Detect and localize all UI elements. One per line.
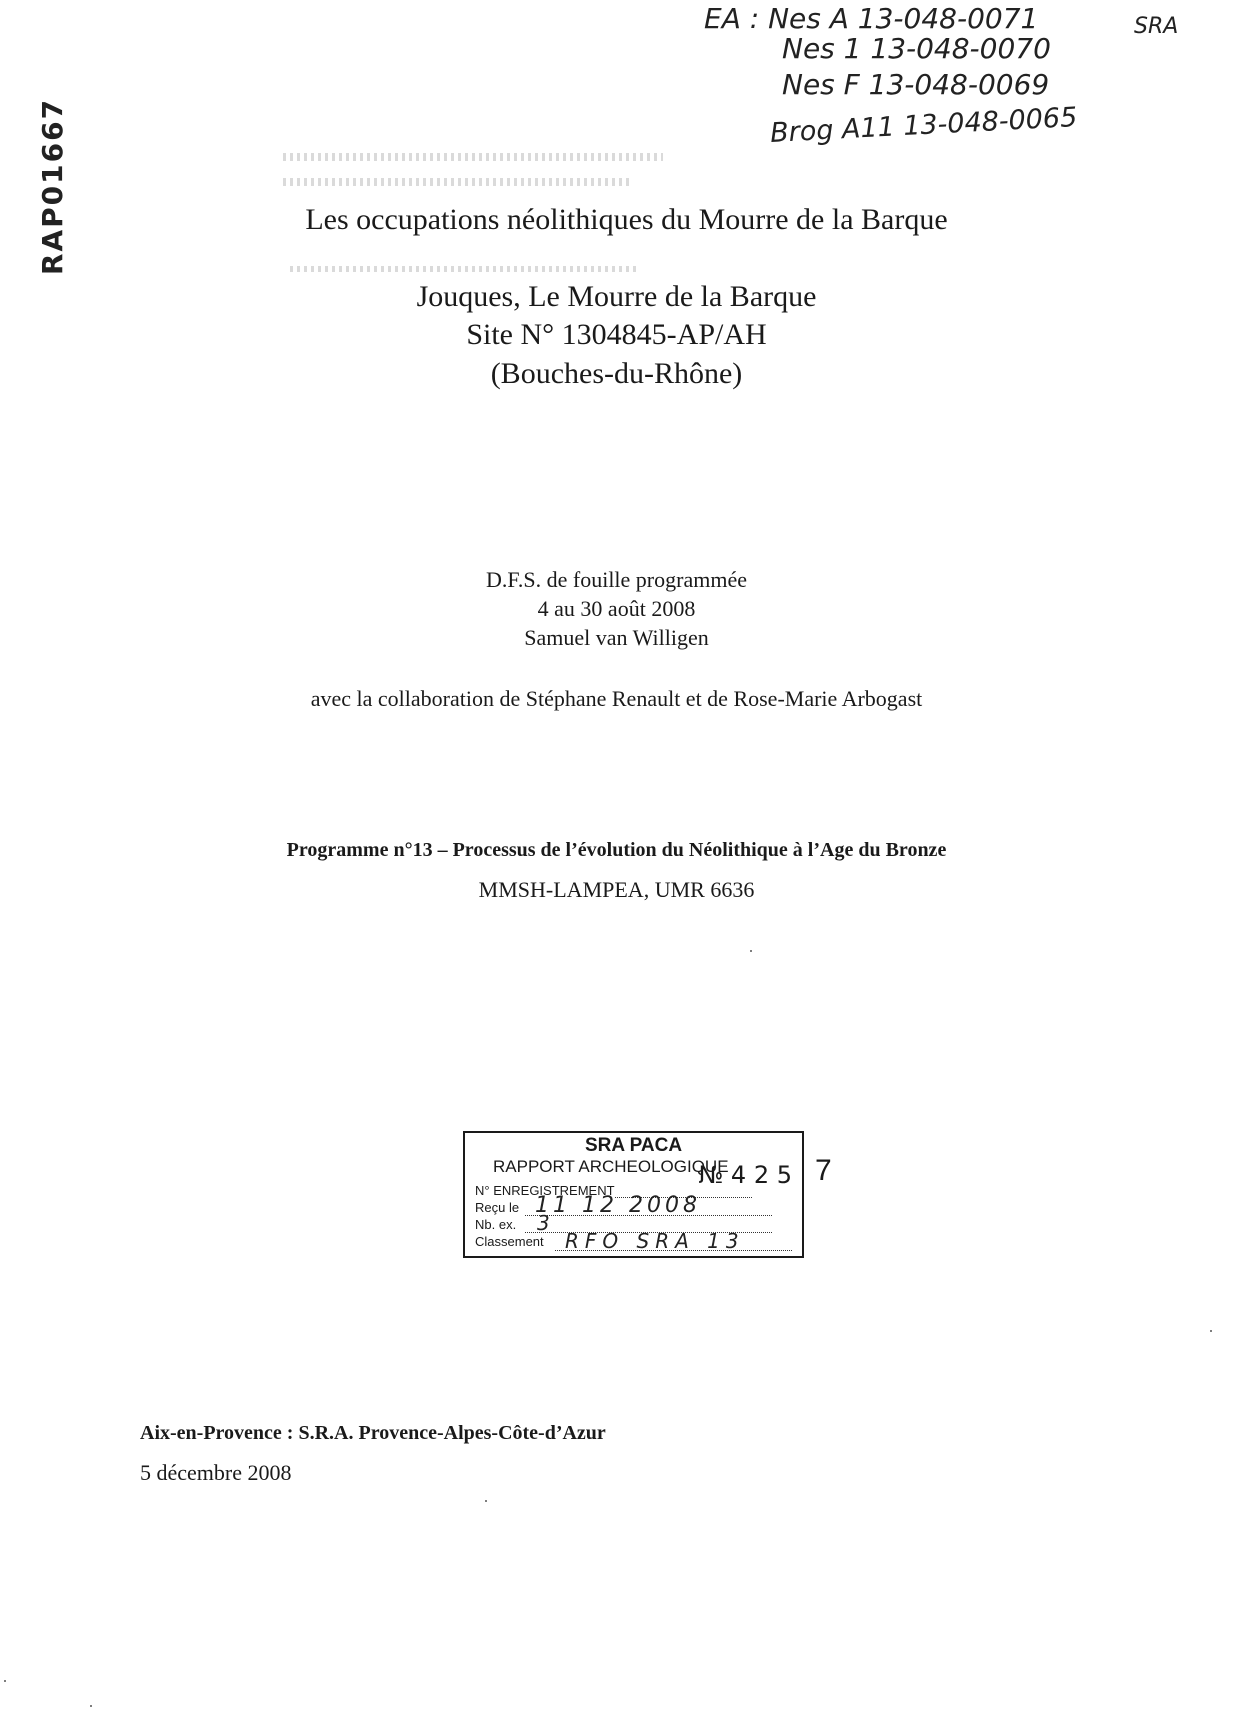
site-line-3: (Bouches-du-Rhône) <box>490 357 743 390</box>
stamp-classification-value: RFO SRA 13 <box>565 1229 745 1253</box>
stamp-extra-digit: 7 <box>815 1154 832 1187</box>
stamp-number: № 4 2 5 <box>698 1161 792 1189</box>
scan-smudge <box>283 153 663 161</box>
registration-stamp <box>463 1131 804 1258</box>
report-type: D.F.S. de fouille programmée <box>486 567 747 592</box>
stamp-copies-value: 3 <box>537 1211 550 1235</box>
stamp-field-classification: Classement <box>475 1234 544 1249</box>
scan-smudge <box>283 178 633 186</box>
scan-speck <box>1210 1330 1212 1332</box>
footer-date: 5 décembre 2008 <box>140 1460 292 1485</box>
stamp-header: SRA PACA <box>584 1135 683 1156</box>
archive-code: RAP01667 <box>36 97 70 276</box>
programme-title: Programme n°13 – Processus de l’évolution du Néolithique à l’Age du Bronze <box>286 839 947 861</box>
programme-lab: MMSH-LAMPEA, UMR 6636 <box>478 877 755 902</box>
scan-speck <box>90 1705 92 1707</box>
handwritten-note-3: Nes F 13-048-0069 <box>782 68 1050 101</box>
handwritten-note-2: Nes 1 13-048-0070 <box>782 32 1051 65</box>
stamp-field-copies: Nb. ex. <box>475 1217 517 1232</box>
scan-speck <box>750 950 752 952</box>
stamp-underline <box>555 1250 792 1251</box>
handwritten-sra: SRA <box>1134 14 1179 39</box>
scan-smudge <box>290 266 640 272</box>
stamp-field-registration: N° ENREGISTREMENT <box>475 1183 615 1198</box>
site-line-2: Site N° 1304845-AP/AH <box>466 318 767 351</box>
scan-speck <box>4 1680 6 1682</box>
stamp-title: RAPPORT ARCHEOLOGIQUE <box>493 1157 729 1176</box>
footer-place: Aix-en-Provence : S.R.A. Provence-Alpes-Côte-d’Azur <box>140 1422 606 1444</box>
handwritten-note-1: EA : Nes A 13-048-0071 <box>704 2 1039 35</box>
site-line-1: Jouques, Le Mourre de la Barque <box>416 280 817 313</box>
report-title: Les occupations néolithiques du Mourre de la Barque <box>305 203 948 236</box>
stamp-field-received: Reçu le <box>475 1200 520 1215</box>
stamp-underline <box>525 1215 772 1216</box>
report-author: Samuel van Willigen <box>524 625 709 650</box>
stamp-received-date: 11 12 2008 <box>535 1193 701 1218</box>
scan-speck <box>485 1500 487 1502</box>
report-collaboration: avec la collaboration de Stéphane Renault et de Rose-Marie Arbogast <box>310 686 923 711</box>
handwritten-note-4: Brog A11 13-048-0065 <box>769 101 1078 150</box>
report-dates: 4 au 30 août 2008 <box>537 596 696 621</box>
